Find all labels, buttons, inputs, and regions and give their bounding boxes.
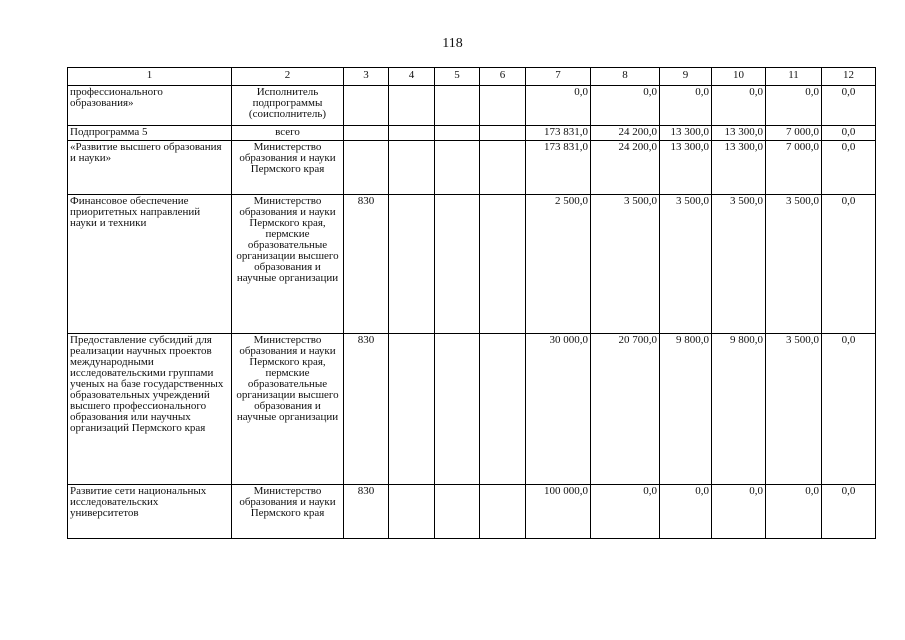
- row-value-8: 3 500,0: [591, 195, 660, 334]
- row-code: [344, 86, 389, 126]
- row-cell-4: [389, 485, 435, 539]
- row-code: [344, 126, 389, 141]
- row-cell-4: [389, 334, 435, 485]
- row-value-7: 173 831,0: [526, 141, 591, 195]
- row-value-7: 30 000,0: [526, 334, 591, 485]
- row-name: «Развитие высшего образования и науки»: [68, 141, 232, 195]
- table-row: [68, 195, 876, 334]
- row-cell-6: [480, 485, 526, 539]
- row-code: [344, 141, 389, 195]
- row-value-12: 0,0: [822, 86, 876, 126]
- column-header: 3: [344, 68, 389, 86]
- row-executor: Исполнитель подпрограммы (соисполнитель): [232, 86, 344, 126]
- row-value-7: 2 500,0: [526, 195, 591, 334]
- page-number: 118: [442, 36, 463, 51]
- row-code: 830: [344, 195, 389, 334]
- row-value-12: 0,0: [822, 195, 876, 334]
- row-value-7: 173 831,0: [526, 126, 591, 141]
- row-value-10: 9 800,0: [712, 334, 766, 485]
- row-cell-5: [435, 334, 480, 485]
- row-name: Предоставление субсидий для реализации научных проектов международными исследовательскими группами ученых на базе государственных образовательных учреждений высшего профессионального образования или научных организаций Пермского края: [68, 334, 232, 485]
- row-cell-4: [389, 141, 435, 195]
- row-cell-5: [435, 86, 480, 126]
- row-value-11: 7 000,0: [766, 126, 822, 141]
- row-value-11: 3 500,0: [766, 195, 822, 334]
- row-cell-6: [480, 141, 526, 195]
- column-header: 12: [822, 68, 876, 86]
- row-cell-5: [435, 485, 480, 539]
- table-row: [68, 86, 876, 126]
- row-value-12: 0,0: [822, 141, 876, 195]
- row-executor: Министерство образования и науки Пермского края, пермские образовательные организации высшего образования и научные организации: [232, 195, 344, 334]
- row-value-10: 3 500,0: [712, 195, 766, 334]
- row-cell-4: [389, 86, 435, 126]
- row-value-9: 13 300,0: [660, 126, 712, 141]
- row-value-8: 24 200,0: [591, 126, 660, 141]
- row-cell-6: [480, 86, 526, 126]
- row-value-8: 20 700,0: [591, 334, 660, 485]
- row-value-12: 0,0: [822, 126, 876, 141]
- column-header: 4: [389, 68, 435, 86]
- row-cell-4: [389, 126, 435, 141]
- row-executor: всего: [232, 126, 344, 141]
- row-value-12: 0,0: [822, 334, 876, 485]
- row-cell-5: [435, 126, 480, 141]
- column-header: 1: [68, 68, 232, 86]
- row-executor: Министерство образования и науки Пермского края: [232, 141, 344, 195]
- row-name: Финансовое обеспечение приоритетных направлений науки и техники: [68, 195, 232, 334]
- row-value-10: 13 300,0: [712, 126, 766, 141]
- table-row: [68, 141, 876, 195]
- table-row: [68, 126, 876, 141]
- row-value-10: 0,0: [712, 86, 766, 126]
- column-header: 8: [591, 68, 660, 86]
- table-header-row: [68, 68, 876, 86]
- row-value-8: 24 200,0: [591, 141, 660, 195]
- row-cell-6: [480, 195, 526, 334]
- row-cell-6: [480, 334, 526, 485]
- row-name: Подпрограмма 5: [68, 126, 232, 141]
- row-value-9: 9 800,0: [660, 334, 712, 485]
- row-value-11: 0,0: [766, 86, 822, 126]
- row-value-11: 3 500,0: [766, 334, 822, 485]
- row-value-9: 3 500,0: [660, 195, 712, 334]
- column-header: 9: [660, 68, 712, 86]
- row-value-7: 100 000,0: [526, 485, 591, 539]
- row-value-8: 0,0: [591, 86, 660, 126]
- row-value-12: 0,0: [822, 485, 876, 539]
- row-value-10: 13 300,0: [712, 141, 766, 195]
- row-value-7: 0,0: [526, 86, 591, 126]
- row-value-9: 0,0: [660, 485, 712, 539]
- row-value-8: 0,0: [591, 485, 660, 539]
- table-row: [68, 334, 876, 485]
- row-code: 830: [344, 334, 389, 485]
- row-value-9: 0,0: [660, 86, 712, 126]
- row-value-11: 0,0: [766, 485, 822, 539]
- budget-table: [67, 67, 876, 539]
- row-value-10: 0,0: [712, 485, 766, 539]
- row-value-9: 13 300,0: [660, 141, 712, 195]
- column-header: 7: [526, 68, 591, 86]
- row-cell-5: [435, 195, 480, 334]
- row-code: 830: [344, 485, 389, 539]
- row-name: профессионального образования»: [68, 86, 232, 126]
- row-executor: Министерство образования и науки Пермского края, пермские образовательные организации высшего образования и научные организации: [232, 334, 344, 485]
- table-row: [68, 485, 876, 539]
- column-header: 10: [712, 68, 766, 86]
- row-value-11: 7 000,0: [766, 141, 822, 195]
- column-header: 6: [480, 68, 526, 86]
- row-cell-4: [389, 195, 435, 334]
- column-header: 11: [766, 68, 822, 86]
- row-executor: Министерство образования и науки Пермского края: [232, 485, 344, 539]
- row-name: Развитие сети национальных исследовательских университетов: [68, 485, 232, 539]
- column-header: 2: [232, 68, 344, 86]
- column-header: 5: [435, 68, 480, 86]
- row-cell-5: [435, 141, 480, 195]
- row-cell-6: [480, 126, 526, 141]
